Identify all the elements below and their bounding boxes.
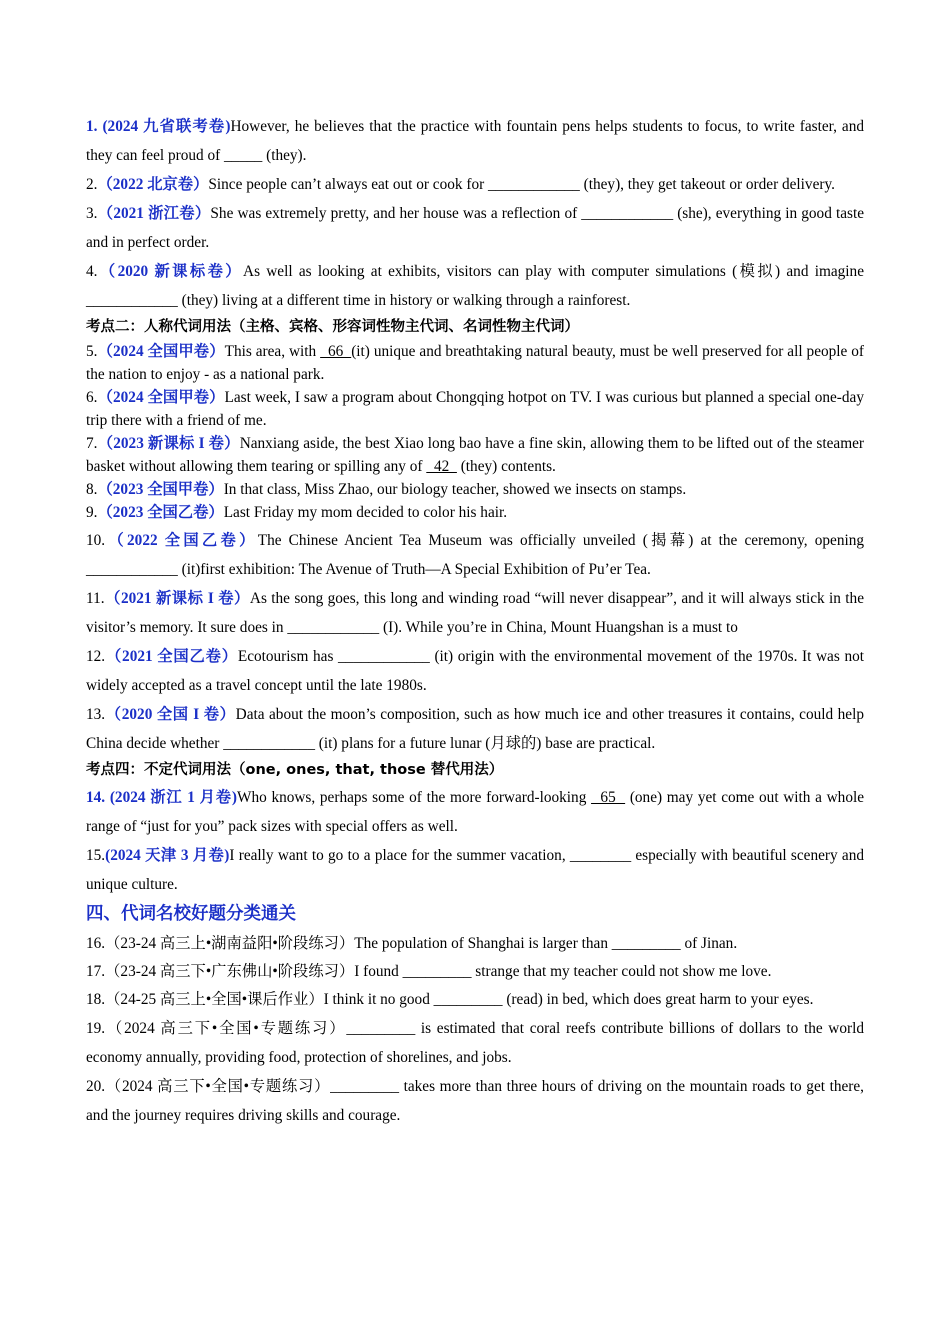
- question-source: （2024 高三下•全国•专题练习）: [105, 1078, 331, 1095]
- question-19: [86, 1014, 864, 1072]
- question-5: [86, 340, 864, 386]
- question-9: [86, 501, 864, 524]
- question-18: [86, 985, 864, 1014]
- question-2: [86, 170, 864, 199]
- question-text-end: (it) unique and breathtaking natural beauty, must be well preserved for all people of the nation to enjoy - as a national park.: [86, 343, 864, 383]
- question-text: Data about the moon’s composition, such as how much ice and other treasures it contains, could help China decide whether ____________ (it) plans for a future lunar (月球的) base are practical.: [86, 706, 864, 752]
- question-4: [86, 257, 864, 315]
- question-source: （2021 全国乙卷）: [105, 648, 238, 665]
- section-heading-2: 考点二：人称代词用法（主格、宾格、形容词性物主代词、名词性物主代词）: [86, 319, 579, 335]
- question-17: [86, 958, 864, 985]
- question-15: [86, 841, 864, 899]
- question-source: （2020 新课标卷）: [97, 263, 244, 280]
- question-number: 1.: [86, 118, 103, 135]
- question-number: 18.: [86, 991, 106, 1008]
- section-title: 四、代词名校好题分类通关: [86, 904, 296, 924]
- question-text: She was extremely pretty, and her house was a reflection of ____________ (she), everything in good taste and in perfect order.: [86, 205, 864, 251]
- question-text: However, he believes that the practice with fountain pens helps students to focus, to write faster, and they can feel proud of _____ (they).: [86, 118, 865, 164]
- question-text: Ecotourism has ____________ (it) origin with the environmental movement of the 1970s. It was not widely accepted as a travel concept until the late 1980s.: [86, 648, 864, 694]
- answer-blank: 66: [320, 343, 352, 360]
- question-number: 15.: [86, 847, 106, 864]
- question-number: 12.: [86, 648, 106, 665]
- question-14: [86, 783, 864, 841]
- question-number: 19.: [86, 1020, 106, 1037]
- question-text: Since people can’t always eat out or cook for ____________ (they), they get takeout or order delivery.: [208, 176, 835, 193]
- question-text: The Chinese Ancient Tea Museum was officially unveiled (揭幕) at the ceremony, opening ____________ (it)first exhibition: The Avenue of Truth—A Special Exhibition of Pu’er Tea.: [86, 532, 865, 578]
- question-number: 17.: [86, 963, 106, 980]
- question-source: (2024 九省联考卷): [102, 118, 231, 135]
- question-number: 9.: [86, 504, 98, 521]
- question-source: （24-25 高三上•全国•课后作业）: [105, 991, 324, 1008]
- question-source: （2023 全国甲卷）: [97, 481, 224, 498]
- question-text: As well as looking at exhibits, visitors can play with computer simulations (模拟) and imagine ____________ (they) living at a different time in history or walking through a rainforest.: [86, 263, 864, 309]
- question-10: [86, 526, 864, 584]
- question-text: In that class, Miss Zhao, our biology teacher, showed we insects on stamps.: [223, 481, 687, 498]
- section-heading-4: 考点四：不定代词用法（one, ones, that, those 替代用法）: [86, 762, 504, 778]
- question-13: [86, 700, 864, 758]
- question-source: (2024 天津 3 月卷): [105, 847, 230, 864]
- question-text: Last week, I saw a program about Chongqing hotpot on TV. I was curious but planned a special one-day trip there with a friend of me.: [86, 389, 864, 429]
- question-text: I found _________ strange that my teacher could not show me love.: [354, 963, 772, 980]
- question-source: (2024 浙江 1 月卷): [109, 789, 238, 806]
- question-number: 16.: [86, 935, 106, 952]
- question-number: 5.: [86, 343, 98, 360]
- question-source: （2023 新课标 I 卷）: [97, 435, 240, 452]
- question-text: As the song goes, this long and winding road “will never disappear”, and it will always stick in the visitor’s memory. It sure does in ____________ (I). While you’re in China, Mount Huangshan is a must to: [86, 590, 864, 636]
- question-text-end: (they) contents.: [456, 458, 556, 475]
- question-number: 4.: [86, 263, 98, 280]
- document-page: [86, 112, 864, 1130]
- question-number: 11.: [86, 590, 105, 607]
- question-source: （2020 全国 I 卷）: [105, 706, 236, 723]
- question-number: 8.: [86, 481, 98, 498]
- question-source: （2021 新课标 I 卷）: [104, 590, 250, 607]
- question-12: [86, 642, 864, 700]
- answer-blank: 65: [591, 789, 626, 806]
- question-number: 6.: [86, 389, 98, 406]
- question-number: 2.: [86, 176, 98, 193]
- question-11: [86, 584, 864, 642]
- question-20: [86, 1072, 864, 1130]
- question-text: This area, with: [224, 343, 321, 360]
- question-source: （2022 全国乙卷）: [105, 532, 258, 549]
- question-text: _________ takes more than three hours of driving on the mountain roads to get there, and the journey requires driving skills and courage.: [86, 1078, 864, 1124]
- question-8: [86, 478, 864, 501]
- question-source: （23-24 高三下•广东佛山•阶段练习）: [105, 963, 355, 980]
- question-text: Nanxiang aside, the best Xiao long bao have a fine skin, allowing them to be lifted out of the steamer basket without allowing them tearing or spilling any of: [86, 435, 865, 475]
- question-source: （23-24 高三上•湖南益阳•阶段练习）: [105, 935, 355, 952]
- question-source: （2022 北京卷）: [97, 176, 209, 193]
- question-text: Who knows, perhaps some of the more forward-looking: [237, 789, 592, 806]
- question-source: （2023 全国乙卷）: [97, 504, 224, 521]
- question-number: 3.: [86, 205, 98, 222]
- question-7: [86, 432, 864, 478]
- question-text: I think it no good _________ (read) in bed, which does great harm to your eyes.: [323, 991, 814, 1008]
- answer-blank: 42: [426, 458, 457, 475]
- question-number: 20.: [86, 1078, 106, 1095]
- question-source: （2024 全国甲卷）: [97, 343, 225, 360]
- question-text-end: (one) may yet come out with a whole range of “just for you” pack sizes with special offers as well.: [86, 789, 865, 835]
- question-6: [86, 386, 864, 432]
- question-number: 10.: [86, 532, 106, 549]
- question-text: The population of Shanghai is larger than _________ of Jinan.: [354, 935, 738, 952]
- question-text: _________ is estimated that coral reefs contribute billions of dollars to the world economy annually, providing food, protection of shorelines, and jobs.: [86, 1020, 864, 1066]
- question-text: I really want to go to a place for the summer vacation, ________ especially with beautiful scenery and unique culture.: [86, 847, 864, 893]
- question-16: [86, 929, 864, 958]
- question-text: Last Friday my mom decided to color his hair.: [223, 504, 508, 521]
- question-source: （2024 高三下•全国•专题练习）: [105, 1020, 347, 1037]
- question-1: [86, 112, 864, 170]
- question-3: [86, 199, 864, 257]
- question-source: （2024 全国甲卷）: [97, 389, 225, 406]
- question-number: 14.: [86, 789, 110, 806]
- question-number: 7.: [86, 435, 98, 452]
- question-source: （2021 浙江卷）: [97, 205, 211, 222]
- question-number: 13.: [86, 706, 106, 723]
